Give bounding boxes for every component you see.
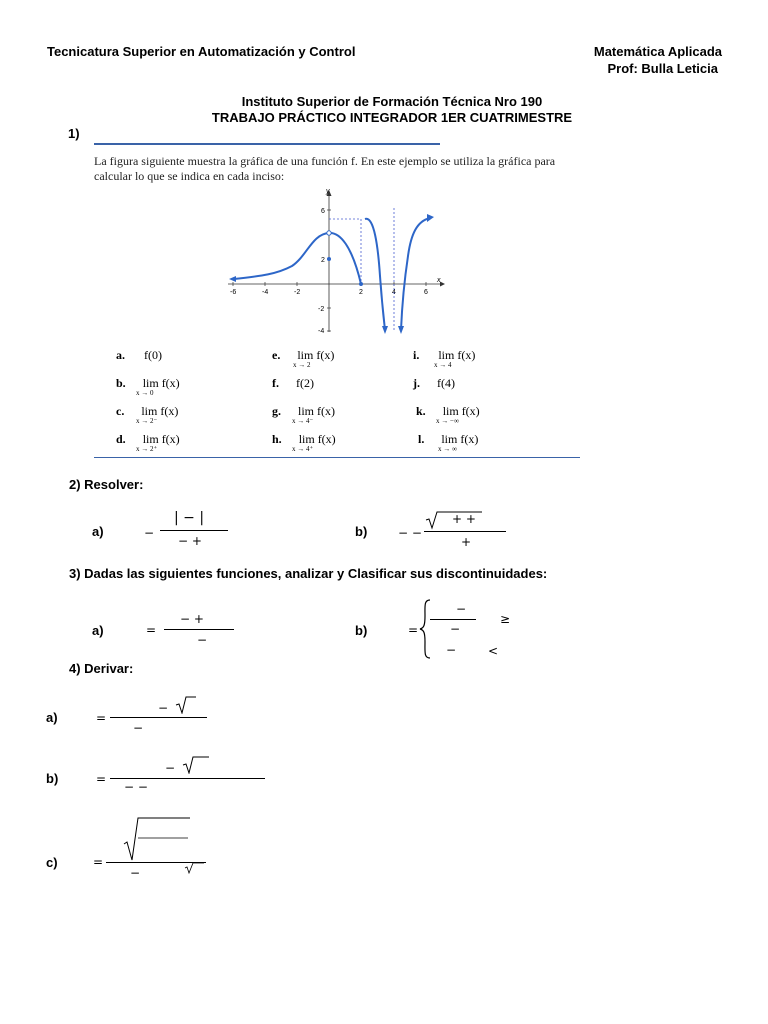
item-e: e. lim f(x) bbox=[272, 348, 335, 362]
problem-4b-fraction-bar bbox=[110, 778, 265, 779]
problem-3b-equals: = bbox=[408, 623, 419, 637]
header-institution: Tecnicatura Superior en Automatización y Control bbox=[47, 44, 356, 59]
curve-down-arrow-right bbox=[398, 326, 404, 334]
problem-4b-sqrt-icon bbox=[181, 754, 211, 774]
curve-right-arrow bbox=[427, 214, 434, 222]
problem-3b-ge: ≥ bbox=[500, 612, 511, 626]
problem-3b-fraction-bar bbox=[430, 619, 476, 620]
problem-1-intro-line-1: La figura siguiente muestra la gráfica de una función f. En este ejemplo se utiliza la gráfica para bbox=[94, 154, 556, 168]
document-title-practice: TRABAJO PRÁCTICO INTEGRADOR 1ER CUATRIMESTRE bbox=[211, 110, 573, 125]
item-f: f. f(2) bbox=[272, 376, 314, 390]
curve-down-arrow-left bbox=[382, 326, 388, 334]
item-d: d. lim f(x) bbox=[116, 432, 180, 446]
problem-2-label: 2) Resolver: bbox=[69, 477, 144, 492]
problem-3b-row3: − bbox=[446, 643, 457, 657]
item-c-subscript: x → 2⁻ bbox=[136, 417, 158, 425]
problem-2b-prefix: − − bbox=[398, 526, 422, 540]
document-title-institute: Instituto Superior de Formación Técnica Nro 190 bbox=[241, 94, 543, 109]
x-tick-label: -6 bbox=[230, 289, 237, 296]
problem-1-number: 1) bbox=[68, 126, 80, 141]
x-axis-label: x bbox=[437, 277, 441, 284]
item-l: l. lim f(x) bbox=[418, 432, 479, 446]
problem-3a-label: a) bbox=[92, 623, 104, 638]
problem-4b-equals: = bbox=[96, 772, 107, 786]
problem-3b-brace-icon bbox=[418, 598, 434, 660]
item-h-subscript: x → 4⁺ bbox=[292, 445, 314, 453]
problem-3a-fraction-bar bbox=[164, 629, 234, 630]
problem-4c-equals: = bbox=[93, 855, 104, 869]
item-a: a. f(0) bbox=[116, 348, 162, 362]
point-filled-y2 bbox=[327, 257, 331, 261]
function-graph bbox=[222, 186, 452, 338]
problem-4c-label: c) bbox=[46, 855, 58, 870]
problem-2a-prefix: − bbox=[144, 526, 155, 540]
problem-2b-numerator: + + bbox=[452, 512, 476, 526]
problem-4a-denominator: − bbox=[133, 721, 144, 735]
problem-4b-label: b) bbox=[46, 771, 59, 786]
x-tick-label: 4 bbox=[392, 289, 396, 296]
problem-3a-denominator: − bbox=[197, 633, 208, 647]
problem-3a-numerator: − + bbox=[180, 612, 204, 626]
problem-4a-label: a) bbox=[46, 710, 58, 725]
x-tick-label: 6 bbox=[424, 289, 428, 296]
y-tick-label: 2 bbox=[321, 257, 325, 264]
x-tick-label: -2 bbox=[294, 289, 301, 296]
problem-4c-denominator: − bbox=[130, 866, 141, 880]
x-tick-label: 2 bbox=[359, 289, 363, 296]
problem-3b-label: b) bbox=[355, 623, 368, 638]
problem-3b-row1: − bbox=[456, 602, 467, 616]
item-b-subscript: x → 0 bbox=[136, 389, 154, 397]
curve-left-arrow bbox=[229, 276, 236, 282]
x-axis-arrow bbox=[440, 282, 445, 287]
problem-2a-label: a) bbox=[92, 524, 104, 539]
y-tick-label: -4 bbox=[318, 328, 325, 335]
dotted-guides bbox=[329, 208, 394, 331]
problem-3a-equals: = bbox=[146, 623, 157, 637]
problem-4a-sqrt-icon bbox=[174, 694, 198, 714]
problem-2a-numerator: | − | bbox=[174, 510, 205, 526]
item-l-subscript: x → ∞ bbox=[438, 445, 457, 453]
header-professor: Prof: Bulla Leticia bbox=[607, 61, 718, 76]
problem-3-label: 3) Dadas las siguientes funciones, analizar y Clasificar sus discontinuidades: bbox=[69, 566, 548, 581]
item-i-subscript: x → 4 bbox=[434, 361, 452, 369]
problem-4a-numerator: − bbox=[158, 701, 169, 715]
problem-4b-denominator: − − bbox=[124, 780, 148, 794]
point-filled-x2 bbox=[359, 282, 363, 286]
problem-2b-fraction-bar bbox=[424, 531, 506, 532]
problem-3b-row2: − bbox=[450, 622, 461, 636]
item-g: g. lim f(x) bbox=[272, 404, 335, 418]
problem-2a-fraction-bar bbox=[160, 530, 228, 531]
item-c: c. lim f(x) bbox=[116, 404, 179, 418]
problem-1-bottom-rule bbox=[94, 457, 580, 458]
x-tick-label: -4 bbox=[262, 289, 269, 296]
y-tick-label: -2 bbox=[318, 306, 325, 313]
item-b: b. lim f(x) bbox=[116, 376, 180, 390]
problem-4c-small-sqrt-icon bbox=[184, 862, 206, 874]
problem-1-top-rule bbox=[94, 143, 440, 145]
problem-3b-lt: < bbox=[488, 644, 499, 658]
y-axis-label: y bbox=[326, 188, 330, 195]
problem-4c-sqrt-icon bbox=[122, 814, 192, 862]
item-g-subscript: x → 4⁻ bbox=[292, 417, 314, 425]
item-i: i. lim f(x) bbox=[413, 348, 476, 362]
y-tick-label: 6 bbox=[321, 208, 325, 215]
problem-4b-numerator: − bbox=[165, 761, 176, 775]
problem-4-label: 4) Derivar: bbox=[69, 661, 134, 676]
item-k: k. lim f(x) bbox=[416, 404, 480, 418]
item-k-subscript: x → −∞ bbox=[436, 417, 459, 425]
problem-2b-denominator: + bbox=[461, 535, 472, 549]
problem-4a-equals: = bbox=[96, 711, 107, 725]
point-open-y4 bbox=[327, 231, 331, 235]
function-curve bbox=[234, 218, 430, 330]
item-e-subscript: x → 2 bbox=[293, 361, 311, 369]
header-subject: Matemática Aplicada bbox=[593, 44, 722, 59]
problem-1-intro-line-2: calcular lo que se indica en cada inciso: bbox=[94, 169, 285, 183]
item-h: h. lim f(x) bbox=[272, 432, 336, 446]
problem-4a-fraction-bar bbox=[110, 717, 207, 718]
problem-2b-label: b) bbox=[355, 524, 368, 539]
problem-2a-denominator: − + bbox=[178, 534, 202, 548]
item-d-subscript: x → 2⁺ bbox=[136, 445, 158, 453]
item-j: j. f(4) bbox=[413, 376, 455, 390]
